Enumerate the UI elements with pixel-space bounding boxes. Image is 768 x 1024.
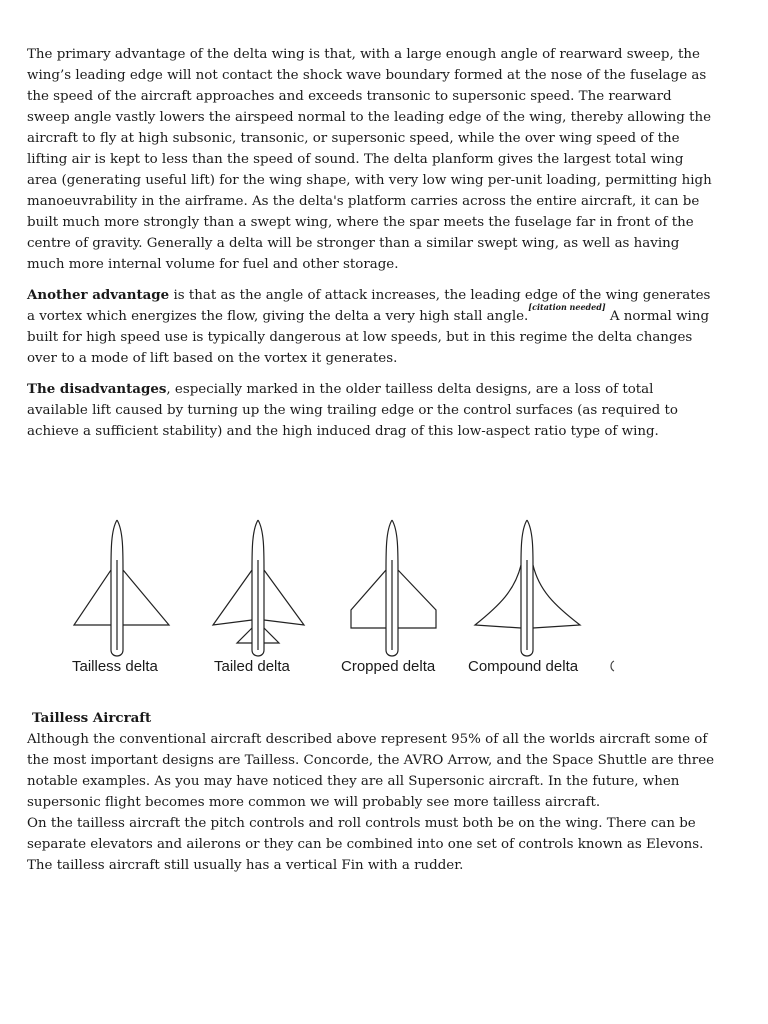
document-body — [27, 44, 717, 442]
section-paragraph-2: On the tailless aircraft the pitch controls and roll controls must both be on the wing. There can be separate elevators and ailerons or they can be combined into one set of controls known as Elevons. — [27, 816, 704, 852]
label-cropped-delta: Cropped delta — [341, 658, 436, 675]
text-disadvantages: , especially marked in the older tailless delta designs, are a loss of total available lift caused by turning up the wing trailing edge or the control surfaces (as required to achieve a sufficient stability) and the high induced drag of this low-aspect ratio type of wing. — [27, 382, 678, 439]
section-paragraph-3: The tailless aircraft still usually has a vertical Fin with a rudder. — [27, 858, 464, 873]
delta-wing-figure — [60, 510, 620, 685]
section-paragraph-1: Although the conventional aircraft described above represent 95% of all the worlds aircraft some of the most important designs are Tailless. Concorde, the AVRO Arrow, and the Space Shuttle are three notable examples. As you may have noticed they are all Supersonic aircraft. In the future, when supersonic flight becomes more common we will probably see more tailless aircraft. — [27, 732, 715, 810]
paragraph-another-advantage — [27, 285, 717, 369]
paragraph-disadvantages — [27, 379, 717, 442]
cut-off-glyph — [611, 661, 614, 671]
label-compound-delta: Compound delta — [468, 658, 579, 675]
text-another-advantage-b: A normal wing built for high speed use is typically dangerous at low speeds, but in this regime the delta changes over to a mode of lift based on the vortex it generates. — [27, 309, 710, 366]
delta-wing-diagrams — [60, 510, 620, 685]
paragraph-primary-advantage: The primary advantage of the delta wing is that, with a large enough angle of rearward sweep, the wing’s leading edge will not contact the shock wave boundary formed at the nose of the fuselage as the speed of the aircraft approaches and exceeds transonic to supersonic speed. The rearward sweep angle vastly lowers the airspeed normal to the leading edge of the wing, thereby allowing the aircraft to fly at high subsonic, transonic, or supersonic speed, while the over wing speed of the lifting air is kept to less than the speed of sound. The delta planform gives the largest total wing area (generating useful lift) for the wing shape, with very low wing per-unit loading, permitting high manoeuvrability in the airframe. As the delta's platform carries across the entire aircraft, it can be built much more strongly than a swept wing, where the spar meets the fuselage far in front of the centre of gravity. Generally a delta will be stronger than a similar swept wing, as well as having much more internal volume for fuel and other storage. — [27, 47, 712, 272]
section-heading: Tailless Aircraft — [32, 710, 152, 726]
tailless-aircraft-section — [27, 708, 717, 876]
tailless-delta-diagram — [74, 520, 169, 656]
text-another-advantage-a: is that as the angle of attack increases, the leading edge of the wing generates a vortex which energizes the flow, giving the delta a very high stall angle. — [27, 288, 711, 324]
bold-lead-another-advantage: Another advantage — [27, 287, 170, 303]
tailed-delta-diagram — [213, 520, 304, 656]
label-tailless-delta: Tailless delta — [72, 658, 158, 675]
bold-lead-disadvantages: The disadvantages — [27, 381, 167, 397]
citation-needed-link[interactable]: [citation needed] — [528, 301, 606, 312]
cropped-delta-diagram — [351, 520, 436, 656]
compound-delta-diagram — [475, 520, 580, 656]
label-tailed-delta: Tailed delta — [214, 658, 290, 675]
